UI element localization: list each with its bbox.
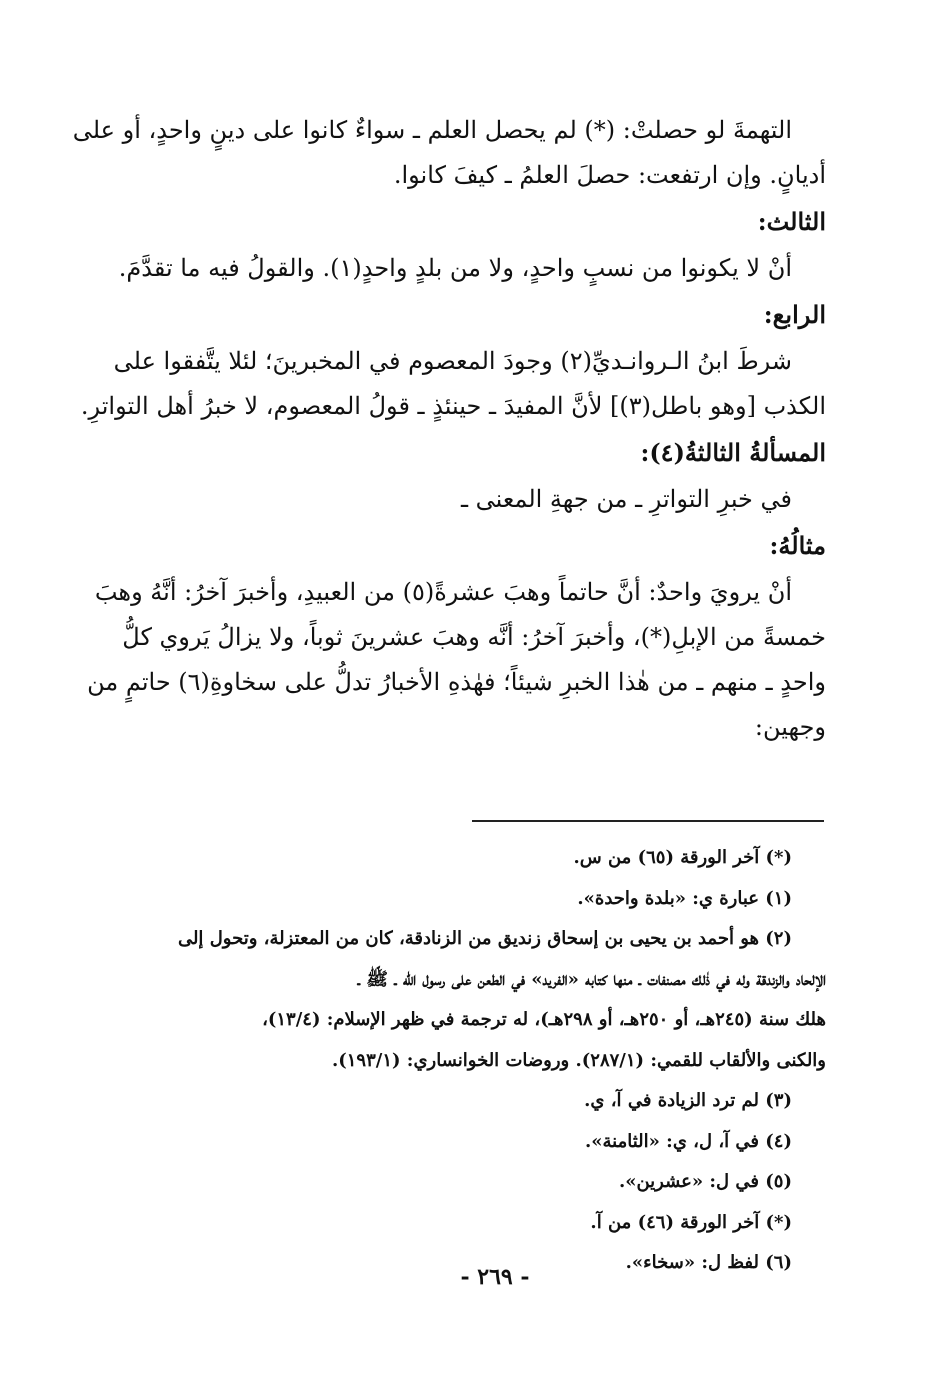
text-line: في خبرِ التواترِ ـ من جهةِ المعنى ـ	[460, 485, 792, 513]
footnote-item: والكنى والألقاب للقمي: (٢٨٧/١). وروضات الخوانساري: (١٩٣/١).	[331, 1049, 826, 1071]
footnote-divider	[472, 820, 824, 822]
text-line: التهمةَ لو حصلتْ: (*) لم يحصل العلم ـ سواءٌ كانوا على دينٍ واحدٍ، أو على	[72, 116, 792, 144]
text-line: واحدٍ ـ منهم ـ من هٰذا الخبرِ شيئاً؛ فهٰذهِ الأخبارُ تدلُّ على سخاوةِ(٦) حاتمٍ من	[87, 668, 826, 696]
section-heading-example: مثالُهُ:	[769, 531, 826, 560]
text-line: الكذب [وهو باطل(٣)] لأنَّ المفيدَ ـ حينئذٍ ـ قولُ المعصوم، لا خبرُ أهل التواترِ.	[80, 392, 826, 420]
footnote-item: (٥) في ل: «عشرين».	[618, 1171, 792, 1192]
text-line: وجهين:	[754, 713, 826, 741]
footnote-item: هلك سنة (٢٤٥هـ، أو ٢٥٠هـ، أو ٢٩٨هـ)، له ترجمة في ظهر الإسلام: (١٣/٤)،	[262, 1009, 826, 1030]
text-line: شرطَ ابنُ الـروانـديِّ(٢) وجودَ المعصوم في المخبرينَ؛ لئلا يتَّفقوا على	[113, 347, 792, 375]
text-line: أديانٍ. وإن ارتفعت: حصلَ العلمُ ـ كيفَ كانوا.	[393, 161, 826, 189]
main-text	[72, 108, 826, 750]
text-line: أنْ يرويَ واحدٌ: أنَّ حاتماً وهبَ عشرةً(٥) من العبيدِ، وأخبرَ آخرُ: أنَّهُ وهبَ	[94, 578, 792, 606]
footnote-item: الإلحاد والزندقة وله في ذٰلك مصنفات ـ منها كتابه «الفريد» في الطعن على رسول الله ـ ﷺ ـ	[357, 968, 826, 990]
text-line: خمسةً من الإبلِ(*)، وأخبرَ آخرُ: أنَّه وهبَ عشرينَ ثوباً، ولا يزالُ يَروي كلُّ	[122, 623, 826, 651]
footnote-item: (*) آخر الورقة (٤٦) من آ.	[590, 1211, 792, 1233]
footnote-item: (*) آخر الورقة (٦٥) من س.	[573, 847, 792, 868]
section-heading-third-issue: المسألةُ الثالثةُ(٤):	[640, 438, 826, 467]
text-line: أنْ لا يكونوا من نسبٍ واحدٍ، ولا من بلدٍ واحدٍ(١). والقولُ فيه ما تقدَّمَ.	[118, 254, 792, 282]
footnote-item: (٣) لم ترد الزيادة في آ، ي.	[584, 1090, 792, 1111]
footnotes	[150, 838, 826, 1284]
section-heading-fourth: الرابع:	[763, 300, 826, 329]
footnote-item: (١) عبارة ي: «بلدة واحدة».	[577, 887, 792, 909]
footnote-item: (٢) هو أحمد بن يحيى بن إسحاق زنديق من الزنادقة، كان من المعتزلة، وتحول إلى	[177, 928, 792, 949]
section-heading-third: الثالث:	[757, 207, 826, 236]
page-number: - ٢٦٩ -	[460, 1264, 530, 1290]
footnote-item: (٤) في آ، ل، ي: «الثامنة».	[585, 1130, 792, 1152]
footnote-item: (٦) لفظ ل: «سخاء».	[625, 1252, 792, 1273]
